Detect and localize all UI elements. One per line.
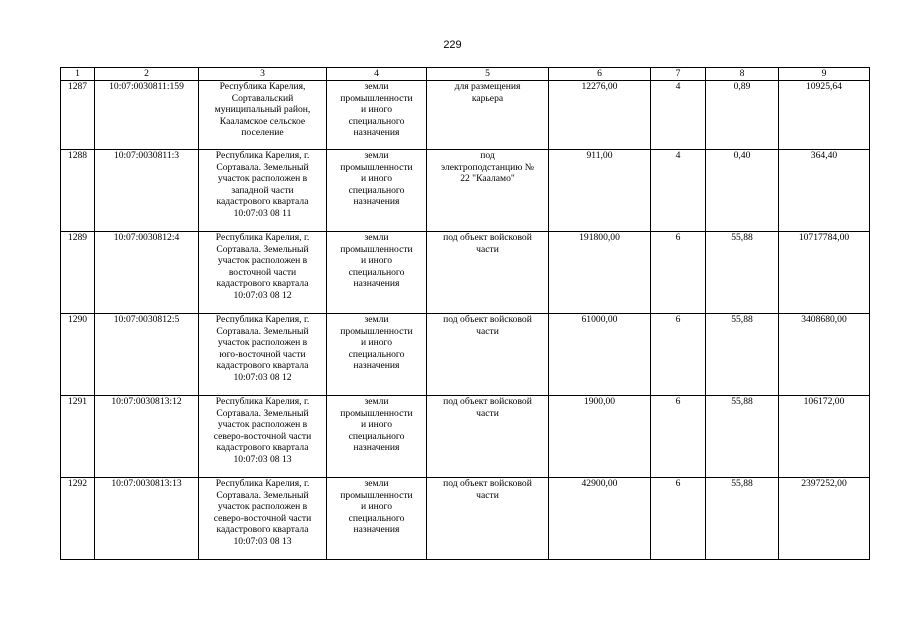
land-category-cell-line: промышленности [340, 243, 413, 255]
location-cell-line: северо-восточной части [213, 430, 312, 442]
land-category-cell-line: назначения [353, 524, 400, 536]
rate-group-cell: 4 [651, 150, 706, 232]
location-cell-line: Сортавальский [231, 92, 294, 104]
land-category-cell-line: земли [364, 232, 389, 243]
location-cell-line: кадастрового квартала [216, 524, 309, 536]
cadastral-number-cell: 10:07:0030811:159 [95, 81, 199, 150]
location-cell [199, 81, 327, 150]
sum-cell: 10717784,00 [779, 232, 870, 314]
land-category-cell-line: специального [348, 348, 405, 360]
land-category-cell-line: и иного [360, 501, 393, 513]
permitted-use-cell [427, 396, 549, 478]
land-category-cell-line: назначения [353, 196, 400, 208]
permitted-use-cell [427, 150, 549, 232]
location-cell-line: кадастрового квартала [216, 196, 309, 208]
rate-cell: 55,88 [706, 396, 779, 478]
permitted-use-cell-line: части [476, 325, 499, 337]
location-cell-line: 10:07:03 08 11 [233, 207, 292, 219]
column-header: 5 [427, 68, 549, 81]
location-cell-line: Республика Карелия, г. [215, 150, 310, 161]
rate-cell: 55,88 [706, 232, 779, 314]
location-cell-line: поселение [241, 127, 284, 139]
area-cell: 61000,00 [549, 314, 651, 396]
area-cell: 911,00 [549, 150, 651, 232]
rate-group-cell: 6 [651, 478, 706, 560]
row-number-cell: 1291 [61, 396, 95, 478]
sum-cell: 106172,00 [779, 396, 870, 478]
land-category-cell-line: промышленности [340, 489, 413, 501]
rate-cell: 0,89 [706, 81, 779, 150]
land-category-cell [327, 81, 427, 150]
location-cell-line: западной части [231, 184, 294, 196]
location-cell-line: Сортавала. Земельный [216, 407, 309, 419]
permitted-use-cell-line: под [480, 150, 495, 161]
location-cell-line: кадастрового квартала [216, 278, 309, 290]
location-cell-line: кадастрового квартала [216, 360, 309, 372]
sum-cell: 3408680,00 [779, 314, 870, 396]
land-category-cell [327, 232, 427, 314]
land-category-cell-line: назначения [353, 360, 400, 372]
location-cell [199, 314, 327, 396]
land-category-cell-line: и иного [360, 104, 393, 116]
column-header: 3 [199, 68, 327, 81]
location-cell-line: Сортавала. Земельный [216, 243, 309, 255]
location-cell-line: Республика Карелия, г. [215, 314, 310, 325]
row-number-cell: 1290 [61, 314, 95, 396]
land-category-cell-line: и иного [360, 337, 393, 349]
table-row [61, 232, 870, 314]
land-category-cell-line: земли [364, 314, 389, 325]
location-cell-line: Кааламское сельское [219, 115, 306, 127]
land-category-cell [327, 150, 427, 232]
land-category-cell [327, 396, 427, 478]
column-header: 1 [61, 68, 95, 81]
permitted-use-cell-line: под объект войсковой [443, 232, 532, 243]
land-category-cell [327, 478, 427, 560]
permitted-use-cell-line: для размещения [454, 81, 521, 92]
location-cell-line: участок расположен в [217, 419, 308, 431]
location-cell-line: Республика Карелия, г. [215, 232, 310, 243]
location-cell-line: Республика Карелия, [219, 81, 306, 92]
permitted-use-cell-line: под объект войсковой [443, 478, 532, 489]
cadastral-number-cell: 10:07:0030811:3 [95, 150, 199, 232]
location-cell [199, 232, 327, 314]
row-number-cell: 1288 [61, 150, 95, 232]
table-row [61, 81, 870, 150]
land-category-cell-line: специального [348, 512, 405, 524]
sum-cell: 364,40 [779, 150, 870, 232]
rate-cell: 55,88 [706, 478, 779, 560]
table-row [61, 396, 870, 478]
location-cell-line: 10:07:03 08 13 [233, 453, 292, 465]
permitted-use-cell-line: электроподстанцию № [441, 161, 534, 173]
permitted-use-cell-line: карьера [471, 92, 504, 104]
land-category-cell-line: промышленности [340, 325, 413, 337]
location-cell-line: участок расположен в [217, 173, 308, 185]
table-body [61, 81, 870, 560]
land-category-cell-line: специального [348, 430, 405, 442]
location-cell-line: кадастрового квартала [216, 442, 309, 454]
location-cell-line: участок расположен в [217, 255, 308, 267]
land-category-cell-line: земли [364, 396, 389, 407]
land-category-cell-line: и иного [360, 255, 393, 267]
row-number-cell: 1292 [61, 478, 95, 560]
sum-cell: 2397252,00 [779, 478, 870, 560]
column-header: 4 [327, 68, 427, 81]
column-header: 8 [706, 68, 779, 81]
land-category-cell-line: специального [348, 115, 405, 127]
permitted-use-cell-line: части [476, 407, 499, 419]
location-cell-line: юго-восточной части [219, 348, 306, 360]
rate-group-cell: 4 [651, 81, 706, 150]
location-cell-line: Республика Карелия, г. [215, 396, 310, 407]
row-number-cell: 1289 [61, 232, 95, 314]
land-category-cell-line: специального [348, 266, 405, 278]
table-header-row [61, 68, 870, 81]
row-number-cell: 1287 [61, 81, 95, 150]
location-cell-line: северо-восточной части [213, 512, 312, 524]
location-cell-line: участок расположен в [217, 501, 308, 513]
sum-cell: 10925,64 [779, 81, 870, 150]
permitted-use-cell-line: под объект войсковой [443, 396, 532, 407]
location-cell-line: Сортавала. Земельный [216, 489, 309, 501]
area-cell: 12276,00 [549, 81, 651, 150]
location-cell-line: участок расположен в [217, 337, 308, 349]
land-category-cell-line: и иного [360, 419, 393, 431]
land-category-cell-line: специального [348, 184, 405, 196]
column-header: 9 [779, 68, 870, 81]
land-category-cell-line: назначения [353, 278, 400, 290]
table-row [61, 314, 870, 396]
location-cell-line: Сортавала. Земельный [216, 325, 309, 337]
rate-group-cell: 6 [651, 232, 706, 314]
location-cell-line: 10:07:03 08 12 [233, 371, 292, 383]
permitted-use-cell [427, 478, 549, 560]
location-cell [199, 396, 327, 478]
location-cell-line: муниципальный район, [214, 104, 311, 116]
rate-cell: 55,88 [706, 314, 779, 396]
cadastral-number-cell: 10:07:0030813:13 [95, 478, 199, 560]
location-cell [199, 150, 327, 232]
permitted-use-cell-line: под объект войсковой [443, 314, 532, 325]
land-category-cell-line: земли [364, 150, 389, 161]
land-category-cell-line: назначения [353, 442, 400, 454]
location-cell-line: восточной части [228, 266, 297, 278]
permitted-use-cell [427, 81, 549, 150]
area-cell: 191800,00 [549, 232, 651, 314]
permitted-use-cell-line: 22 "Кааламо" [460, 173, 515, 185]
land-category-cell-line: назначения [353, 127, 400, 139]
column-header: 7 [651, 68, 706, 81]
land-plots-table [60, 67, 870, 560]
location-cell-line: 10:07:03 08 12 [233, 289, 292, 301]
permitted-use-cell-line: части [476, 489, 499, 501]
rate-cell: 0,40 [706, 150, 779, 232]
permitted-use-cell-line: части [476, 243, 499, 255]
location-cell [199, 478, 327, 560]
location-cell-line: Республика Карелия, г. [215, 478, 310, 489]
table-row [61, 150, 870, 232]
rate-group-cell: 6 [651, 396, 706, 478]
table-row [61, 478, 870, 560]
location-cell-line: 10:07:03 08 13 [233, 535, 292, 547]
page-number: 229 [443, 39, 462, 51]
rate-group-cell: 6 [651, 314, 706, 396]
land-category-cell-line: промышленности [340, 92, 413, 104]
land-category-cell [327, 314, 427, 396]
location-cell-line: Сортавала. Земельный [216, 161, 309, 173]
cadastral-number-cell: 10:07:0030812:4 [95, 232, 199, 314]
land-category-cell-line: промышленности [340, 161, 413, 173]
permitted-use-cell [427, 232, 549, 314]
column-header: 2 [95, 68, 199, 81]
land-category-cell-line: и иного [360, 173, 393, 185]
area-cell: 1900,00 [549, 396, 651, 478]
cadastral-number-cell: 10:07:0030812:5 [95, 314, 199, 396]
land-category-cell-line: земли [364, 81, 389, 92]
cadastral-number-cell: 10:07:0030813:12 [95, 396, 199, 478]
land-category-cell-line: земли [364, 478, 389, 489]
area-cell: 42900,00 [549, 478, 651, 560]
column-header: 6 [549, 68, 651, 81]
land-category-cell-line: промышленности [340, 407, 413, 419]
permitted-use-cell [427, 314, 549, 396]
